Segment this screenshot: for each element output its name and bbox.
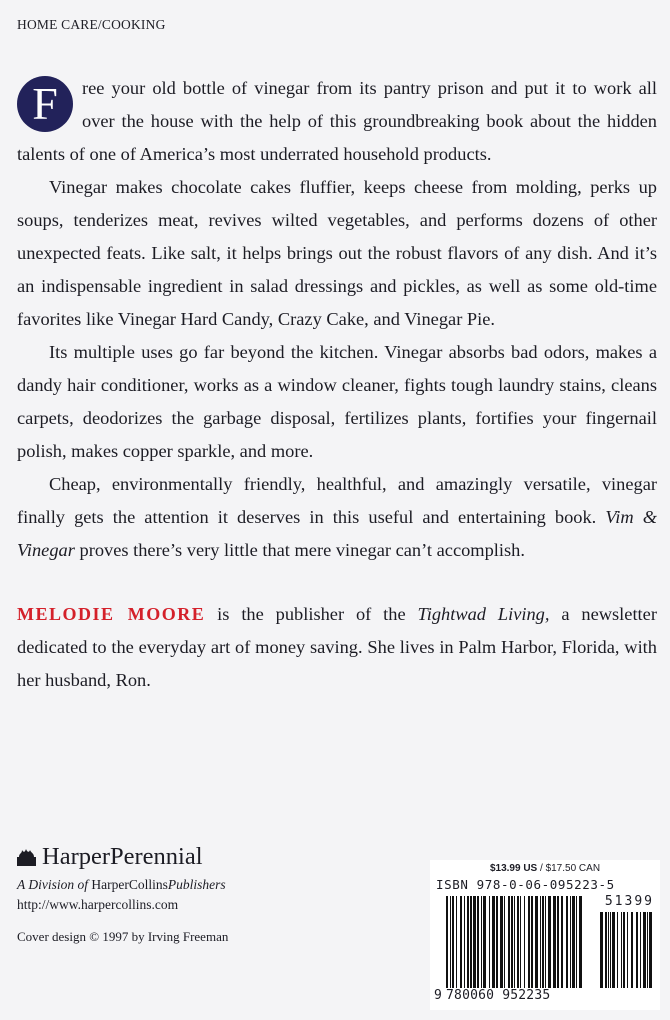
ean-bar [570, 896, 571, 988]
description-paragraph-4: Cheap, environmentally friendly, healthful, and amazingly versatile, vinegar finally gets the attention it deserves in this useful and entertaining book. Vim & Vinegar proves there’s very little that mere vinegar can’t accomplish. [17, 474, 658, 560]
addon-bar [605, 912, 607, 988]
addon-number: 51399 [604, 894, 654, 909]
addon-bar [610, 912, 611, 988]
addon-bar [643, 912, 646, 988]
ean-bar [514, 896, 515, 988]
ean-bar [452, 896, 454, 988]
addon-bar [631, 912, 633, 988]
ean-bar [460, 896, 462, 988]
publisher-block [17, 840, 357, 945]
ean-bar [545, 896, 546, 988]
addon-bar [612, 912, 615, 988]
addon-bar [621, 912, 622, 988]
addon-bar [623, 912, 625, 988]
author-name: MELODIE MOORE [17, 604, 206, 624]
ean-bar [473, 896, 476, 988]
ean-bar [579, 896, 582, 988]
addon-bar [636, 912, 638, 988]
description-paragraph-2: Vinegar makes chocolate cakes fluffier, keeps cheese from molding, perks up soups, tenderizes meat, revives wilted vegetables, and performs dozens of other unexpected feats. Like salt, it helps brings out the robust flavors of any dish. And it’s an indispensable ingredient in salad dressings and pickles, as well as some old-time favorites like Vinegar Hard Candy, Crazy Cake, and Vinegar Pie. [17, 177, 657, 329]
ean-bar [524, 896, 525, 988]
drop-cap: F [17, 76, 73, 132]
ean-bar [446, 896, 448, 988]
ean-bar [557, 896, 559, 988]
ean-bar [492, 896, 495, 988]
publisher-division: A Division of HarperCollinsPublishers [17, 877, 226, 892]
newsletter-title: Tightwad Living, [417, 604, 550, 624]
addon-bar [600, 912, 603, 988]
publisher-url: http://www.harpercollins.com [17, 897, 179, 912]
ean-number: 9 780060 952235 [434, 988, 551, 1003]
ean-bar [572, 896, 575, 988]
ean-bar [561, 896, 563, 988]
description-paragraph-1: F ree your old bottle of vinegar from its pantry prison and put it to work all over the house with the help of this groundbreaking book about the hidden talents of one of America’s most underrated household products. [17, 78, 657, 164]
ean-bar [520, 896, 521, 988]
ean-bar [477, 896, 479, 988]
ean-bar [508, 896, 510, 988]
ean-bar [504, 896, 505, 988]
ean-bar [576, 896, 577, 988]
ean-bar [450, 896, 451, 988]
price-label: $13.99 US / $17.50 CAN [489, 863, 601, 874]
author-bio: MELODIE MOORE is the publisher of the Tightwad Living, a newsletter dedicated to the everyday art of money saving. She lives in Palm Harbor, Florida, with her husband, Ron. [17, 604, 657, 690]
ean-bar [566, 896, 568, 988]
ean-bar [483, 896, 486, 988]
ean-bar [464, 896, 465, 988]
addon-bar [640, 912, 641, 988]
ean-bar [481, 896, 482, 988]
ean-bar [500, 896, 503, 988]
addon-bar [647, 912, 648, 988]
ean-bar [553, 896, 556, 988]
ean-bar [470, 896, 472, 988]
ean-bar [496, 896, 498, 988]
category-label: HOME CARE/COOKING [17, 17, 166, 32]
ean-bar [535, 896, 538, 988]
ean-bar [548, 896, 551, 988]
isbn-text: ISBN 978-0-06-095223-5 [436, 877, 615, 892]
addon-bar [608, 912, 609, 988]
ean-bar [531, 896, 533, 988]
harper-fire-icon [17, 849, 36, 866]
description-paragraph-3: Its multiple uses go far beyond the kitchen. Vinegar absorbs bad odors, makes a dandy hair conditioner, works as a window cleaner, fights tough laundry stains, cleans carpets, deodorizes the garbage disposal, fertilizes plants, fortifies your fingernail polish, makes copper sparkle, and more. [17, 342, 657, 461]
ean-bar [467, 896, 469, 988]
publisher-logo [17, 840, 357, 874]
ean-bar [542, 896, 544, 988]
ean-bar [456, 896, 457, 988]
barcode-box [430, 860, 660, 1010]
addon-bar [627, 912, 628, 988]
book-description [17, 72, 657, 697]
ean-bar [528, 896, 530, 988]
ean-bar [489, 896, 490, 988]
publisher-name: HarperPerennial [42, 843, 203, 870]
addon-bar [617, 912, 618, 988]
book-title-inline: Vim & Vinegar [17, 507, 658, 560]
addon-bar [649, 912, 652, 988]
ean-bar [511, 896, 513, 988]
ean-bar [540, 896, 541, 988]
ean-bar [517, 896, 519, 988]
cover-credit: Cover design © 1997 by Irving Freeman [17, 929, 229, 944]
